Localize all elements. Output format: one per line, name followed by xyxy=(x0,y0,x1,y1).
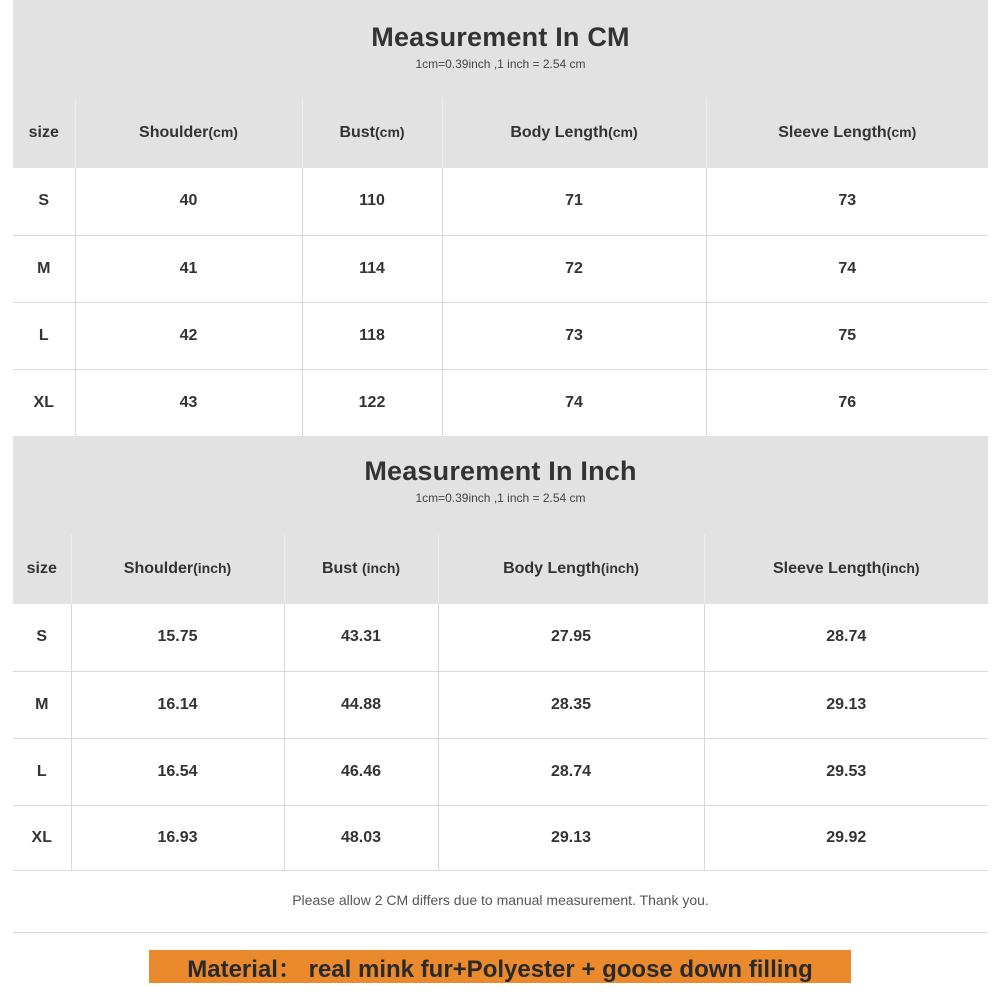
size-cell: L xyxy=(13,302,75,369)
inch-measurement-section xyxy=(13,436,988,871)
sleeve-length-cell: 73 xyxy=(706,168,988,235)
shoulder-cell: 15.75 xyxy=(71,604,284,671)
inch-header-body-length: Body Length(inch) xyxy=(438,534,704,604)
size-cell: XL xyxy=(13,369,75,436)
sleeve-length-cell: 29.92 xyxy=(704,805,988,870)
table-row xyxy=(13,671,988,738)
inch-section-title: Measurement In Inch xyxy=(364,456,637,486)
sleeve-length-cell: 29.13 xyxy=(704,671,988,738)
table-row xyxy=(13,604,988,671)
body-length-cell: 29.13 xyxy=(438,805,704,870)
sleeve-length-cell: 28.74 xyxy=(704,604,988,671)
cm-section-header xyxy=(13,0,988,98)
cm-header-size: size xyxy=(13,98,75,168)
cm-header-body-length: Body Length(cm) xyxy=(442,98,706,168)
bust-cell: 122 xyxy=(302,369,442,436)
size-cell: M xyxy=(13,235,75,302)
table-row xyxy=(13,369,988,436)
body-length-cell: 71 xyxy=(442,168,706,235)
bust-cell: 114 xyxy=(302,235,442,302)
bust-cell: 46.46 xyxy=(284,738,438,805)
shoulder-cell: 42 xyxy=(75,302,302,369)
table-row xyxy=(13,168,988,235)
shoulder-cell: 41 xyxy=(75,235,302,302)
shoulder-cell: 16.54 xyxy=(71,738,284,805)
bust-cell: 118 xyxy=(302,302,442,369)
inch-section-subtitle: 1cm=0.39inch ,1 inch = 2.54 cm xyxy=(415,491,586,505)
cm-size-table xyxy=(13,98,988,437)
bust-cell: 44.88 xyxy=(284,671,438,738)
cm-header-bust: Bust(cm) xyxy=(302,98,442,168)
body-length-cell: 73 xyxy=(442,302,706,369)
inch-header-bust: Bust (inch) xyxy=(284,534,438,604)
body-length-cell: 28.74 xyxy=(438,738,704,805)
sleeve-length-cell: 75 xyxy=(706,302,988,369)
size-cell: S xyxy=(13,168,75,235)
inch-header-row xyxy=(13,534,988,604)
bust-cell: 48.03 xyxy=(284,805,438,870)
body-length-cell: 74 xyxy=(442,369,706,436)
size-cell: S xyxy=(13,604,71,671)
table-row xyxy=(13,738,988,805)
cm-section-subtitle: 1cm=0.39inch ,1 inch = 2.54 cm xyxy=(415,57,586,71)
shoulder-cell: 16.93 xyxy=(71,805,284,870)
table-row xyxy=(13,805,988,870)
bust-cell: 43.31 xyxy=(284,604,438,671)
inch-header-size: size xyxy=(13,534,71,604)
size-cell: XL xyxy=(13,805,71,870)
measurement-note: Please allow 2 CM differs due to manual measurement. Thank you. xyxy=(13,868,988,933)
shoulder-cell: 40 xyxy=(75,168,302,235)
shoulder-cell: 43 xyxy=(75,369,302,436)
size-cell: L xyxy=(13,738,71,805)
table-row xyxy=(13,235,988,302)
body-length-cell: 72 xyxy=(442,235,706,302)
cm-measurement-section xyxy=(13,0,988,437)
size-cell: M xyxy=(13,671,71,738)
shoulder-cell: 16.14 xyxy=(71,671,284,738)
inch-header-sleeve-length: Sleeve Length(inch) xyxy=(704,534,988,604)
sleeve-length-cell: 74 xyxy=(706,235,988,302)
body-length-cell: 28.35 xyxy=(438,671,704,738)
inch-section-header xyxy=(13,436,988,534)
inch-size-table xyxy=(13,534,988,871)
sleeve-length-cell: 29.53 xyxy=(704,738,988,805)
sleeve-length-cell: 76 xyxy=(706,369,988,436)
bust-cell: 110 xyxy=(302,168,442,235)
cm-section-title: Measurement In CM xyxy=(371,22,630,52)
cm-header-sleeve-length: Sleeve Length(cm) xyxy=(706,98,988,168)
material-banner: Material： real mink fur+Polyester + goose down filling xyxy=(149,950,851,983)
cm-header-shoulder: Shoulder(cm) xyxy=(75,98,302,168)
table-row xyxy=(13,302,988,369)
cm-header-row xyxy=(13,98,988,168)
inch-header-shoulder: Shoulder(inch) xyxy=(71,534,284,604)
body-length-cell: 27.95 xyxy=(438,604,704,671)
